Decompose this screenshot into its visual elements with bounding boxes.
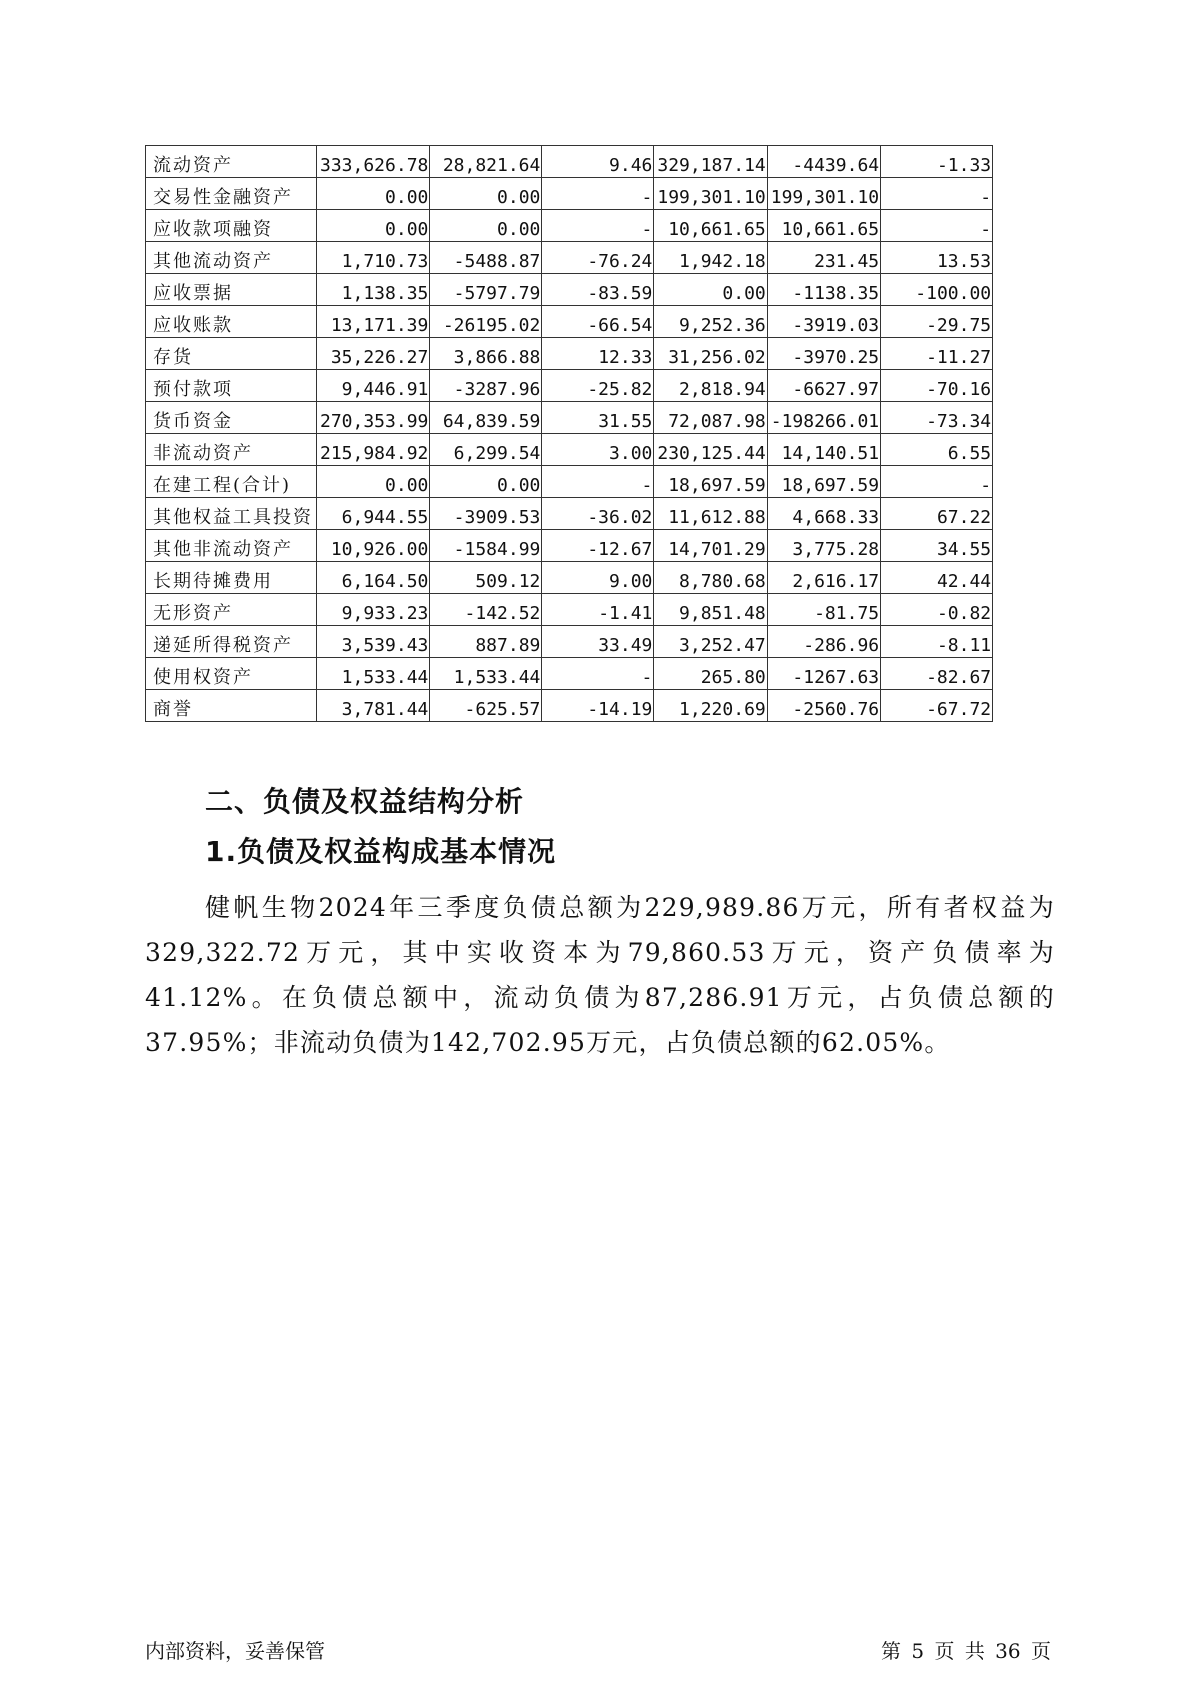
table-row [146, 562, 993, 594]
value-cell: 14,140.51 [767, 434, 880, 466]
asset-change-table [145, 145, 993, 722]
footer-confidential-note: 内部资料，妥善保管 [145, 1639, 325, 1663]
value-cell: 10,926.00 [317, 530, 430, 562]
value-cell: 3,775.28 [767, 530, 880, 562]
table-row [146, 530, 993, 562]
value-cell: 31,256.02 [654, 338, 767, 370]
value-cell: 9,851.48 [654, 594, 767, 626]
value-cell: 12.33 [542, 338, 654, 370]
value-cell: 9.00 [542, 562, 654, 594]
row-label-cell: 递延所得税资产 [146, 626, 317, 658]
value-cell: 1,942.18 [654, 242, 767, 274]
table-row [146, 210, 993, 242]
value-cell: 31.55 [542, 402, 654, 434]
value-cell: -66.54 [542, 306, 654, 338]
value-cell: 333,626.78 [317, 146, 430, 178]
value-cell: 42.44 [881, 562, 993, 594]
value-cell: 72,087.98 [654, 402, 767, 434]
value-cell: 8,780.68 [654, 562, 767, 594]
value-cell: 9,252.36 [654, 306, 767, 338]
value-cell: 18,697.59 [767, 466, 880, 498]
value-cell: - [881, 178, 993, 210]
value-cell: 4,668.33 [767, 498, 880, 530]
value-cell: 11,612.88 [654, 498, 767, 530]
value-cell: 1,220.69 [654, 690, 767, 722]
table-row [146, 402, 993, 434]
value-cell: 0.00 [317, 466, 430, 498]
table-row [146, 626, 993, 658]
table-row [146, 594, 993, 626]
row-label-cell: 其他流动资产 [146, 242, 317, 274]
value-cell: -26195.02 [430, 306, 542, 338]
row-label-cell: 应收账款 [146, 306, 317, 338]
value-cell: 67.22 [881, 498, 993, 530]
row-label-cell: 交易性金融资产 [146, 178, 317, 210]
value-cell: -29.75 [881, 306, 993, 338]
row-label-cell: 非流动资产 [146, 434, 317, 466]
table-row [146, 690, 993, 722]
value-cell: -73.34 [881, 402, 993, 434]
value-cell: -76.24 [542, 242, 654, 274]
value-cell: -81.75 [767, 594, 880, 626]
row-label-cell: 预付款项 [146, 370, 317, 402]
value-cell: 10,661.65 [654, 210, 767, 242]
row-label-cell: 存货 [146, 338, 317, 370]
value-cell: - [542, 466, 654, 498]
analysis-paragraph: 健帆生物2024年三季度负债总额为229,989.86万元，所有者权益为329,322.72万元，其中实收资本为79,860.53万元，资产负债率为41.12%。在负债总额中，流动负债为87,286.91万元，占负债总额的37.95%；非流动负债为142,702.95万元，占负债总额的62.05%。 [145, 893, 1055, 1057]
value-cell: -3287.96 [430, 370, 542, 402]
table-row [146, 242, 993, 274]
value-cell: -25.82 [542, 370, 654, 402]
value-cell: -625.57 [430, 690, 542, 722]
value-cell: -67.72 [881, 690, 993, 722]
value-cell: 231.45 [767, 242, 880, 274]
value-cell: -0.82 [881, 594, 993, 626]
row-label-cell: 货币资金 [146, 402, 317, 434]
row-label-cell: 无形资产 [146, 594, 317, 626]
value-cell: -2560.76 [767, 690, 880, 722]
table-row [146, 338, 993, 370]
row-label-cell: 其他非流动资产 [146, 530, 317, 562]
value-cell: -6627.97 [767, 370, 880, 402]
value-cell: 509.12 [430, 562, 542, 594]
value-cell: 1,533.44 [430, 658, 542, 690]
table-row [146, 466, 993, 498]
value-cell: 3,252.47 [654, 626, 767, 658]
value-cell: 0.00 [430, 466, 542, 498]
row-label-cell: 在建工程(合计) [146, 466, 317, 498]
value-cell: 0.00 [654, 274, 767, 306]
row-label-cell: 流动资产 [146, 146, 317, 178]
value-cell: 6,944.55 [317, 498, 430, 530]
value-cell: 0.00 [430, 210, 542, 242]
footer-page-number: 第 5 页 共 36 页 [881, 1639, 1051, 1663]
table-row [146, 146, 993, 178]
section-heading: 二、负债及权益结构分析 [205, 785, 525, 818]
table-body [146, 146, 993, 722]
value-cell: 9,933.23 [317, 594, 430, 626]
value-cell: 270,353.99 [317, 402, 430, 434]
value-cell: - [542, 178, 654, 210]
value-cell: 329,187.14 [654, 146, 767, 178]
value-cell: 215,984.92 [317, 434, 430, 466]
value-cell: 6,164.50 [317, 562, 430, 594]
value-cell: 0.00 [317, 178, 430, 210]
value-cell: -1.33 [881, 146, 993, 178]
value-cell: 0.00 [430, 178, 542, 210]
table-row [146, 370, 993, 402]
value-cell: 0.00 [317, 210, 430, 242]
value-cell: 199,301.10 [654, 178, 767, 210]
value-cell: -82.67 [881, 658, 993, 690]
value-cell: 9,446.91 [317, 370, 430, 402]
table-row [146, 178, 993, 210]
value-cell: -4439.64 [767, 146, 880, 178]
value-cell: -286.96 [767, 626, 880, 658]
value-cell: 1,533.44 [317, 658, 430, 690]
value-cell: -1138.35 [767, 274, 880, 306]
value-cell: 1,710.73 [317, 242, 430, 274]
table-row [146, 306, 993, 338]
value-cell: -3970.25 [767, 338, 880, 370]
value-cell: 1,138.35 [317, 274, 430, 306]
value-cell: 35,226.27 [317, 338, 430, 370]
value-cell: 33.49 [542, 626, 654, 658]
value-cell: 2,818.94 [654, 370, 767, 402]
value-cell: -198266.01 [767, 402, 880, 434]
value-cell: 265.80 [654, 658, 767, 690]
value-cell: 64,839.59 [430, 402, 542, 434]
value-cell: 3,781.44 [317, 690, 430, 722]
value-cell: 13.53 [881, 242, 993, 274]
row-label-cell: 使用权资产 [146, 658, 317, 690]
value-cell: -36.02 [542, 498, 654, 530]
value-cell: -5797.79 [430, 274, 542, 306]
value-cell: -100.00 [881, 274, 993, 306]
value-cell: 6,299.54 [430, 434, 542, 466]
value-cell: -5488.87 [430, 242, 542, 274]
value-cell: 3,539.43 [317, 626, 430, 658]
value-cell: 6.55 [881, 434, 993, 466]
value-cell: - [542, 658, 654, 690]
value-cell: 230,125.44 [654, 434, 767, 466]
value-cell: -12.67 [542, 530, 654, 562]
value-cell: -1584.99 [430, 530, 542, 562]
value-cell: -1.41 [542, 594, 654, 626]
value-cell: 199,301.10 [767, 178, 880, 210]
value-cell: - [881, 466, 993, 498]
value-cell: 14,701.29 [654, 530, 767, 562]
table-row [146, 434, 993, 466]
value-cell: -70.16 [881, 370, 993, 402]
value-cell: 3.00 [542, 434, 654, 466]
table-row [146, 658, 993, 690]
row-label-cell: 长期待摊费用 [146, 562, 317, 594]
value-cell: -3919.03 [767, 306, 880, 338]
section-subheading: 1.负债及权益构成基本情况 [205, 835, 557, 868]
value-cell: 34.55 [881, 530, 993, 562]
row-label-cell: 应收票据 [146, 274, 317, 306]
value-cell: 9.46 [542, 146, 654, 178]
value-cell: -142.52 [430, 594, 542, 626]
row-label-cell: 商誉 [146, 690, 317, 722]
value-cell: 2,616.17 [767, 562, 880, 594]
row-label-cell: 应收款项融资 [146, 210, 317, 242]
value-cell: - [881, 210, 993, 242]
value-cell: -1267.63 [767, 658, 880, 690]
value-cell: -83.59 [542, 274, 654, 306]
table-row [146, 498, 993, 530]
value-cell: 10,661.65 [767, 210, 880, 242]
value-cell: -11.27 [881, 338, 993, 370]
value-cell: 18,697.59 [654, 466, 767, 498]
row-label-cell: 其他权益工具投资 [146, 498, 317, 530]
value-cell: 3,866.88 [430, 338, 542, 370]
value-cell: -8.11 [881, 626, 993, 658]
value-cell: -14.19 [542, 690, 654, 722]
value-cell: -3909.53 [430, 498, 542, 530]
value-cell: 13,171.39 [317, 306, 430, 338]
value-cell: 887.89 [430, 626, 542, 658]
value-cell: 28,821.64 [430, 146, 542, 178]
table-row [146, 274, 993, 306]
value-cell: - [542, 210, 654, 242]
